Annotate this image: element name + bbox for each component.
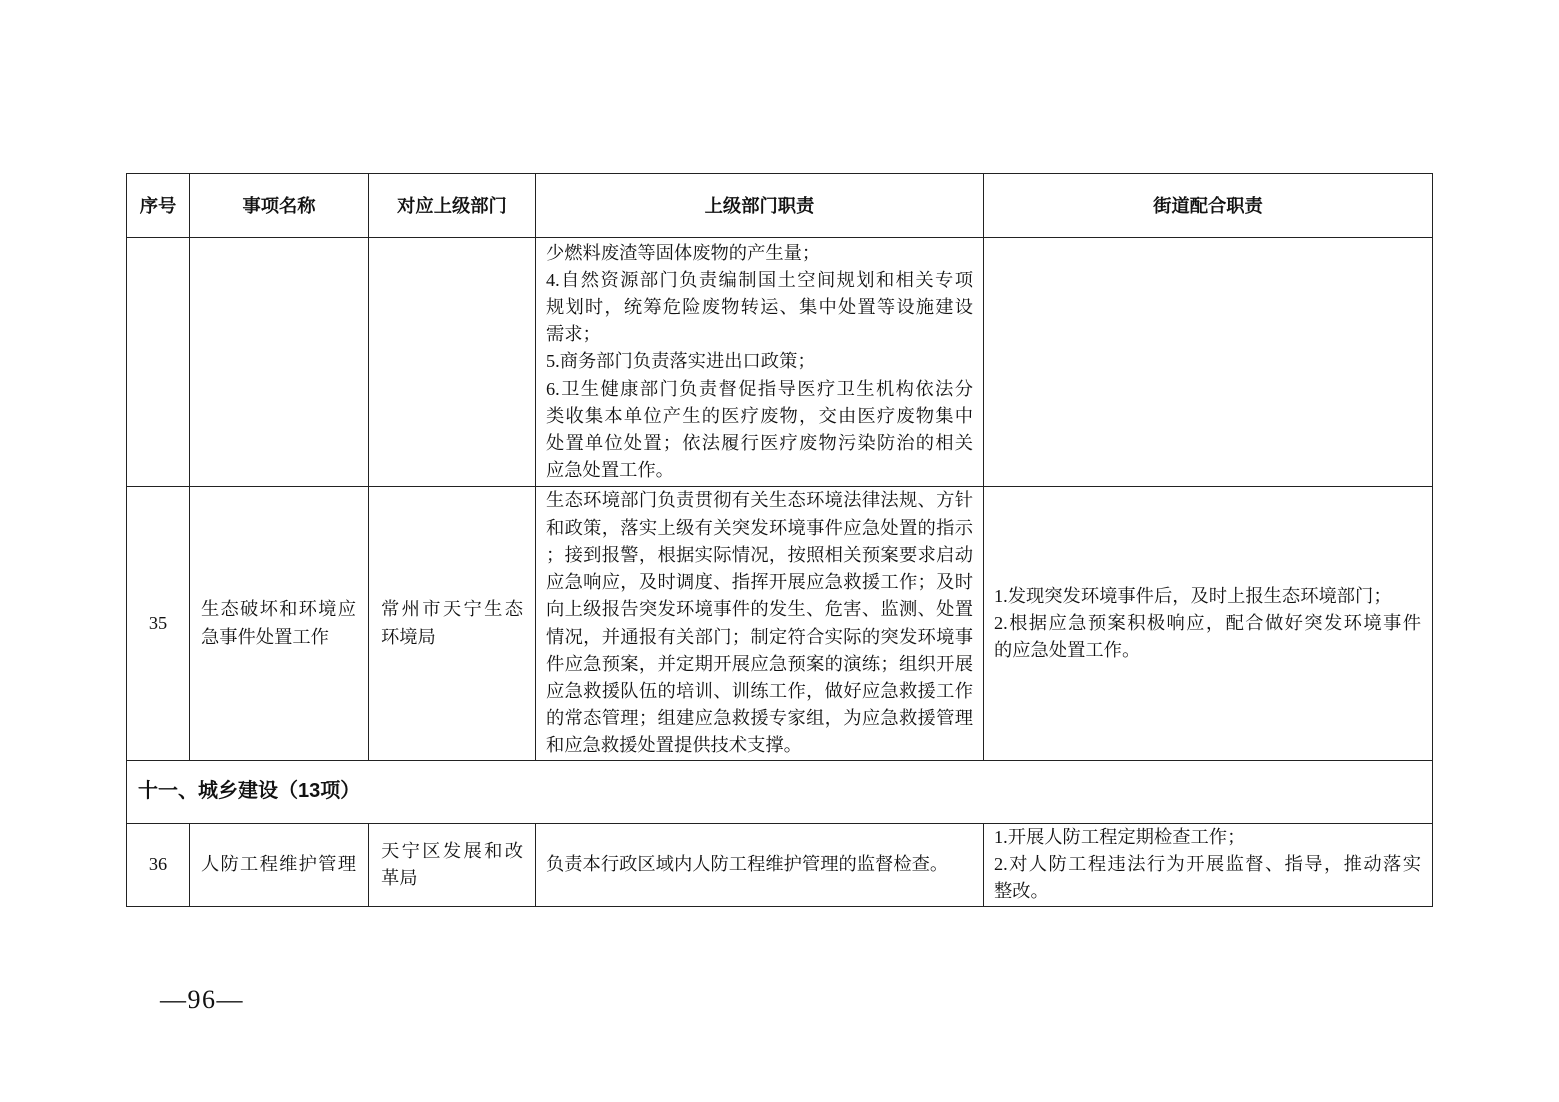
section-row — [127, 761, 1433, 824]
header-superior-dept: 对应上级部门 — [369, 174, 536, 238]
superior-dept-cell — [369, 238, 536, 487]
street-duty-line: 2.根据应急预案积极响应，配合做好突发环境事件 — [994, 612, 1421, 633]
header-item-name: 事项名称 — [190, 174, 369, 238]
street-duty-cell — [984, 824, 1433, 907]
superior-dept-cell — [369, 824, 536, 907]
item-name-line: 生态破坏和环境应 — [201, 599, 356, 620]
duty-line: 6.卫生健康部门负责督促指导医疗卫生机构依法分 — [546, 378, 973, 399]
duty-line: 处置单位处置；依法履行医疗废物污染防治的相关 — [546, 433, 973, 453]
table-row — [127, 824, 1433, 907]
item-name-line: 急事件处置工作 — [201, 626, 329, 647]
street-duty-cell — [984, 238, 1433, 487]
duty-line: 需求； — [546, 324, 601, 345]
dept-line: 革局 — [381, 867, 418, 888]
duty-line: 和政策，落实上级有关突发环境事件应急处置的指示 — [546, 517, 973, 538]
duty-line: 应急响应，及时调度、指挥开展应急救援工作；及时 — [546, 572, 973, 593]
superior-duty-cell — [536, 487, 984, 761]
duty-line: 情况，并通报有关部门；制定符合实际的突发环境事 — [546, 626, 973, 647]
item-name-line: 人防工程维护管理 — [201, 854, 356, 875]
table-row — [127, 487, 1433, 761]
superior-duty-cell — [536, 238, 984, 487]
dept-line: 天宁区发展和改 — [381, 840, 523, 861]
duty-line: 向上级报告突发环境事件的发生、危害、监测、处置 — [546, 599, 973, 620]
duty-line: 的常态管理；组建应急救援专家组，为应急救援管理 — [546, 708, 973, 729]
header-superior-duty: 上级部门职责 — [536, 174, 984, 238]
header-seq: 序号 — [127, 174, 190, 238]
seq-cell: 35 — [127, 487, 190, 761]
street-duty-line: 整改。 — [994, 881, 1049, 902]
header-street-duty: 街道配合职责 — [984, 174, 1433, 238]
street-duty-line: 2.对人防工程违法行为开展监督、指导，推动落实 — [994, 854, 1421, 875]
duty-line: 少燃料废渣等固体废物的产生量； — [546, 242, 821, 263]
duty-line: 负责本行政区域内人防工程维护管理的监督检查。 — [546, 854, 949, 875]
table-header-row — [127, 174, 1433, 238]
duty-line: 和应急救援处置提供技术支撑。 — [546, 735, 802, 756]
duty-line: 应急救援队伍的培训、训练工作，做好应急救援工作 — [546, 680, 973, 701]
street-duty-line: 1.开展人防工程定期检查工作； — [994, 827, 1246, 847]
duty-line: 应急处置工作。 — [546, 460, 674, 481]
table-row — [127, 238, 1433, 487]
item-name-cell — [190, 824, 369, 907]
street-duty-line: 1.发现突发环境事件后，及时上报生态环境部门； — [994, 585, 1392, 606]
duty-line: 4.自然资源部门负责编制国土空间规划和相关专项 — [546, 269, 973, 290]
duty-line: 类收集本单位产生的医疗废物，交由医疗废物集中 — [546, 405, 973, 426]
duty-line: 5.商务部门负责落实进出口政策； — [546, 351, 816, 372]
duty-table — [126, 173, 1433, 907]
duty-line: 规划时，统筹危险废物转运、集中处置等设施建设 — [546, 296, 973, 317]
superior-duty-cell — [536, 824, 984, 907]
street-duty-line: 的应急处置工作。 — [994, 640, 1141, 661]
dept-line: 常州市天宁生态 — [381, 599, 523, 620]
seq-cell: 36 — [127, 824, 190, 907]
duty-line: 件应急预案，并定期开展应急预案的演练；组织开展 — [546, 653, 973, 674]
page-number: —96— — [160, 985, 244, 1014]
item-name-cell — [190, 487, 369, 761]
duty-line: ；接到报警，根据实际情况，按照相关预案要求启动 — [546, 544, 973, 565]
seq-cell — [127, 238, 190, 487]
item-name-cell — [190, 238, 369, 487]
section-title: 十一、城乡建设（13项） — [127, 761, 1433, 824]
street-duty-cell — [984, 487, 1433, 761]
superior-dept-cell — [369, 487, 536, 761]
dept-line: 环境局 — [381, 626, 436, 647]
duty-line: 生态环境部门负责贯彻有关生态环境法律法规、方针 — [546, 490, 973, 511]
